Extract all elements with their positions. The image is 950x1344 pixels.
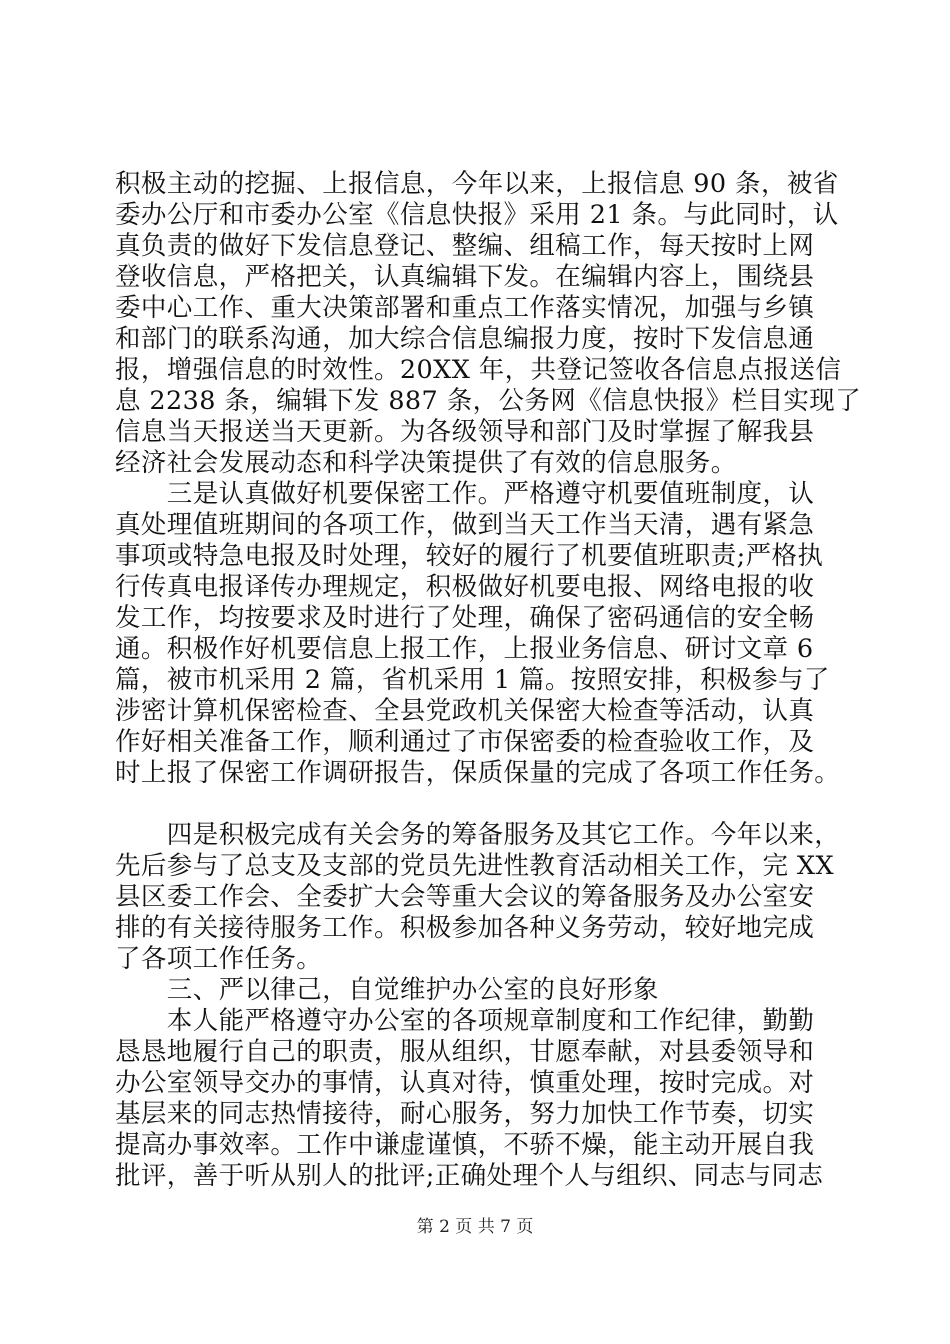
body-line-27: 三、严以律己，自觉维护办公室的良好形象	[115, 975, 659, 1005]
body-line-29: 恳恳地履行自己的职责，服从组织，甘愿奉献，对县委领导和	[115, 1037, 815, 1067]
body-line-4: 登收信息，严格把关，认真编辑下发。在编辑内容上，围绕县	[115, 262, 815, 292]
body-line-11: 三是认真做好机要保密工作。严格遵守机要值班制度，认	[115, 479, 815, 509]
body-line-9: 信息当天报送当天更新。为各级领导和部门及时掌握了解我县	[115, 417, 815, 447]
body-line-8: 息 2238 条，编辑下发 887 条，公务网《信息快报》栏目实现了	[115, 386, 862, 416]
body-line-10: 经济社会发展动态和科学决策提供了有效的信息服务。	[115, 448, 737, 478]
body-line-2: 委办公厅和市委办公室《信息快报》采用 21 条。与此同时，认	[115, 200, 839, 230]
body-line-31: 基层来的同志热情接待，耐心服务，努力加快工作节奏，切实	[115, 1099, 815, 1129]
body-line-20: 时上报了保密工作调研报告，保质保量的完成了各项工作任务。	[115, 758, 841, 788]
body-line-19: 作好相关准备工作，顺利通过了市保密委的检查验收工作，及	[115, 727, 815, 757]
body-line-26: 了各项工作任务。	[115, 944, 323, 974]
body-line-13: 事项或特急电报及时处理，较好的履行了机要值班职责;严格执	[115, 541, 824, 571]
body-line-5: 委中心工作、重大决策部署和重点工作落实情况，加强与乡镇	[115, 293, 815, 323]
body-line-14: 行传真电报译传办理规定，积极做好机要电报、网络电报的收	[115, 572, 815, 602]
body-line-25: 排的有关接待服务工作。积极参加各种义务劳动，较好地完成	[115, 913, 815, 943]
body-line-16: 通。积极作好机要信息上报工作，上报业务信息、研讨文章 6	[115, 634, 814, 664]
body-line-28: 本人能严格遵守办公室的各项规章制度和工作纪律，勤勤	[115, 1006, 815, 1036]
body-line-23: 先后参与了总支及支部的党员先进性教育活动相关工作，完 XX	[115, 851, 835, 881]
body-line-15: 发工作，均按要求及时进行了处理，确保了密码通信的安全畅	[115, 603, 815, 633]
body-line-1: 积极主动的挖掘、上报信息，今年以来，上报信息 90 条，被省	[115, 169, 839, 199]
body-line-12: 真处理值班期间的各项工作，做到当天工作当天清，遇有紧急	[115, 510, 815, 540]
body-line-18: 涉密计算机保密检查、全县党政机关保密大检查等活动，认真	[115, 696, 815, 726]
body-line-32: 提高办事效率。工作中谦虚谨慎，不骄不燥，能主动开展自我	[115, 1130, 815, 1160]
page-footer: 第 2 页 共 7 页	[416, 1217, 534, 1237]
body-line-24: 县区委工作会、全委扩大会等重大会议的筹备服务及办公室安	[115, 882, 815, 912]
body-line-3: 真负责的做好下发信息登记、整编、组稿工作，每天按时上网	[115, 231, 815, 261]
body-line-7: 报，增强信息的时效性。20XX 年，共登记签收各信息点报送信	[115, 355, 842, 385]
body-line-6: 和部门的联系沟通，加大综合信息编报力度，按时下发信息通	[115, 324, 815, 354]
body-line-17: 篇，被市机采用 2 篇，省机采用 1 篇。按照安排，积极参与了	[115, 665, 830, 695]
body-line-33: 批评，善于听从别人的批评;正确处理个人与组织、同志与同志	[115, 1161, 824, 1191]
body-line-22: 四是积极完成有关会务的筹备服务及其它工作。今年以来，	[115, 820, 841, 850]
body-line-30: 办公室领导交办的事情，认真对待，慎重处理，按时完成。对	[115, 1068, 815, 1098]
